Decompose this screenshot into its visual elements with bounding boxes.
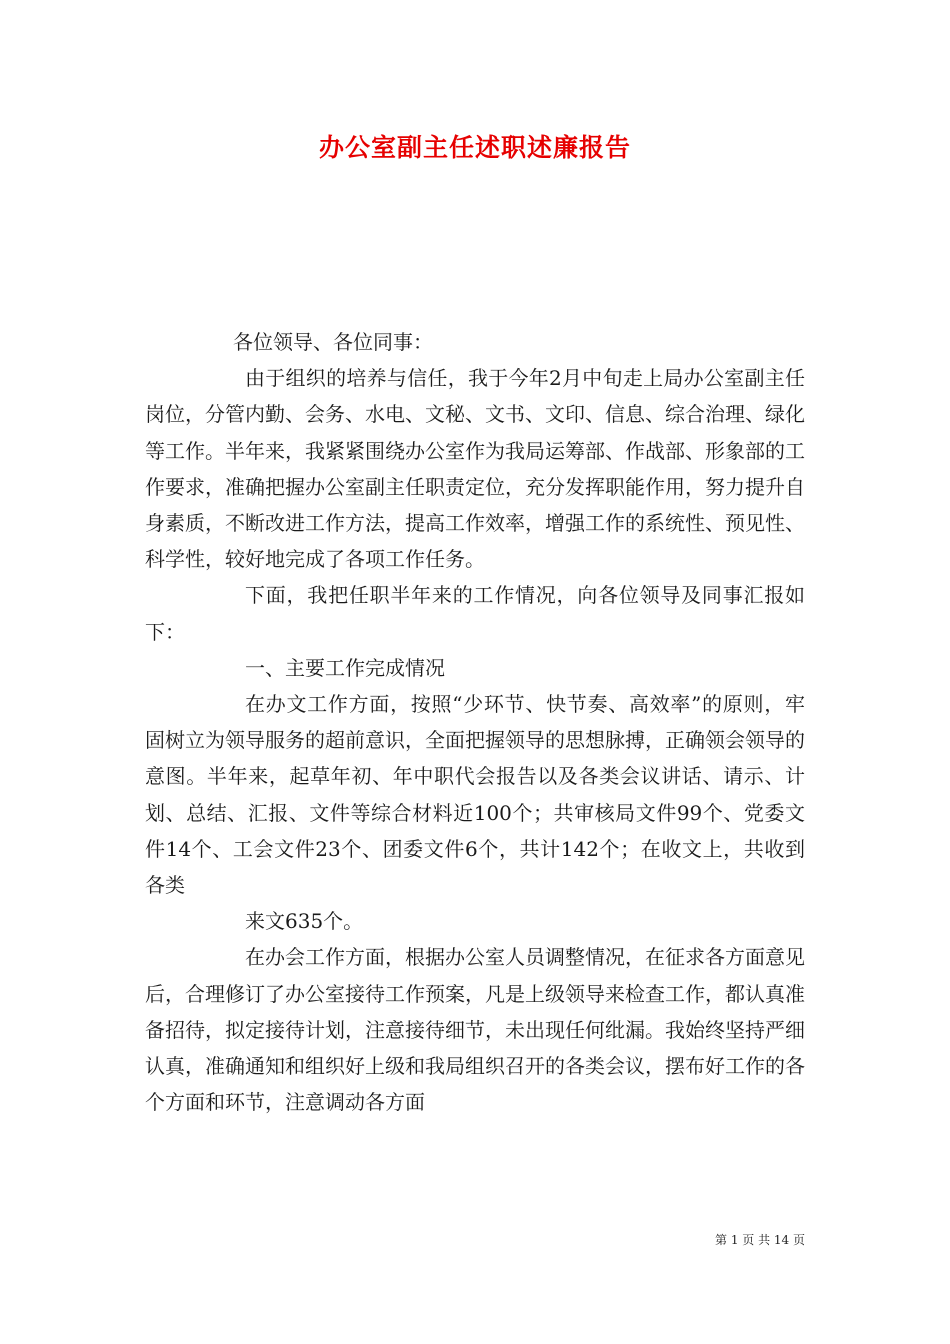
salutation: 各位领导、各位同事： <box>233 330 433 354</box>
paragraph-intro: 由于组织的培养与信任，我于今年2月中旬走上局办公室副主任岗位，分管内勤、会务、水电、文秘、文书、文印、信息、综合治理、绿化等工作。半年来，我紧紧围绕办公室作为我局运筹部、作战部、形象部的工作要求，准确把握办公室副主任职责定位，充分发挥职能作用，努力提升自身素质，不断改进工作方法，提高工作效率，增强工作的系统性、预见性、科学性，较好地完成了各项工作任务。 <box>145 366 805 572</box>
paragraph-report-lead: 下面，我把任职半年来的工作情况，向各位领导及同事汇报如下： <box>145 583 805 644</box>
paragraph-meeting-work: 在办会工作方面，根据办公室人员调整情况，在征求各方面意见后，合理修订了办公室接待工作预案，凡是上级领导来检查工作，都认真准备招待，拟定接待计划，注意接待细节，未出现任何纰漏。我始终坚持严细认真，准确通知和组织好上级和我局组织召开的各类会议，摆布好工作的各个方面和环节，注意调动各方面 <box>145 945 805 1115</box>
document-title: 办公室副主任述职述廉报告 <box>318 133 631 162</box>
paragraph-document-work: 在办文工作方面，按照“少环节、快节奏、高效率”的原则，牢固树立为领导服务的超前意识，全面把握领导的思想脉搏，正确领会领导的意图。半年来，起草年初、年中职代会报告以及各类会议讲话、请示、计划、总结、汇报、文件等综合材料近100个；共审核局文件99个、党委文件14个、工会文件23个、团委文件6个，共计142个；在收文上，共收到各类 <box>145 692 805 898</box>
section-heading-main-work: 一、主要工作完成情况 <box>245 655 445 680</box>
page-number: 第 1 页 共 14 页 <box>715 1233 805 1247</box>
paragraph-incoming-count: 来文635个。 <box>245 909 364 934</box>
document-body <box>145 324 805 1120</box>
